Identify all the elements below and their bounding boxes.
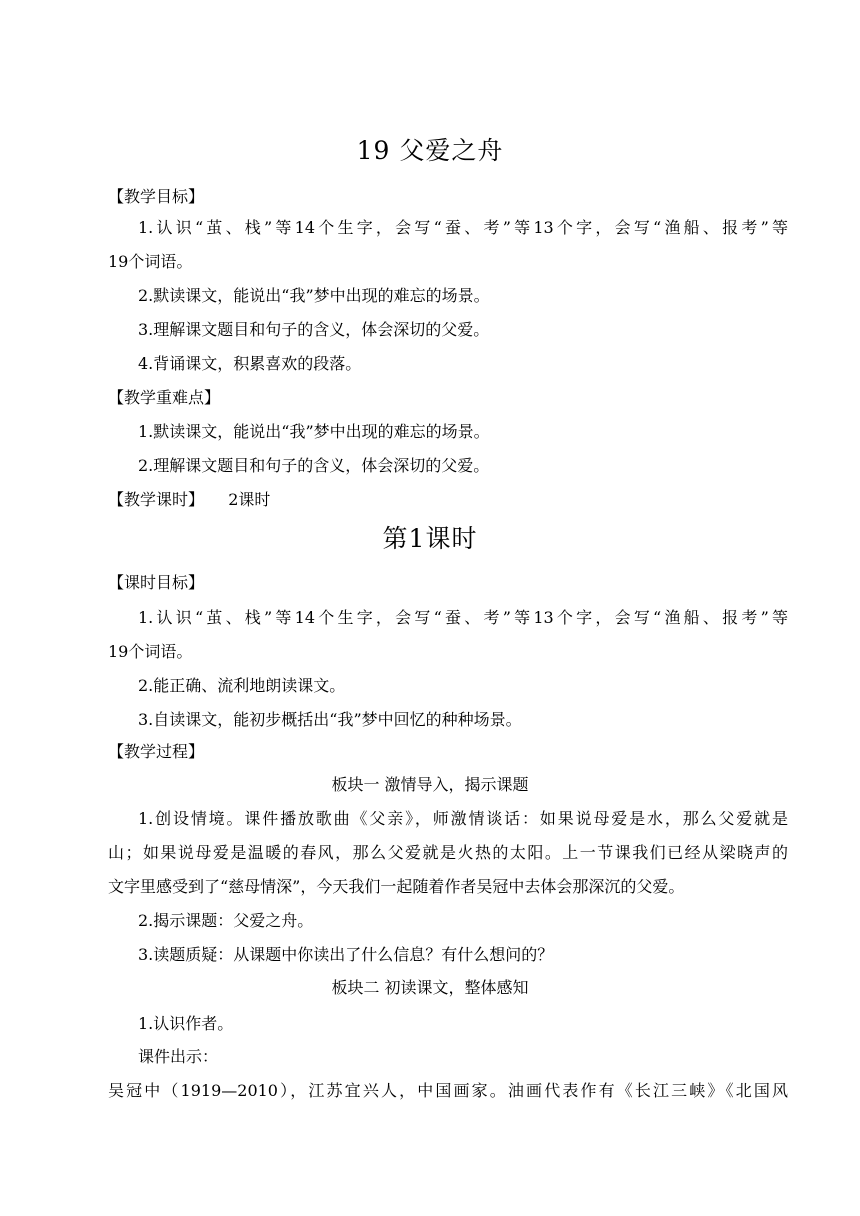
objective-3: 3.理解课文题目和句子的含义，体会深切的父爱。: [138, 320, 490, 339]
goal-3: 3.自读课文，能初步概括出“我”梦中回忆的种种场景。: [138, 710, 522, 729]
goal-1: 1.认识“茧、栈”等14个生字，会写“蚕、考”等13个字，会写“渔船、报考”等: [138, 608, 788, 627]
block2-para-2: 课件出示：: [138, 1047, 219, 1066]
block1-para-1: 1.创设情境。课件播放歌曲《父亲》，师激情谈话：如果说母爱是水，那么父爱就是: [138, 809, 788, 828]
block1-title: 板块一 激情导入，揭示课题: [331, 775, 529, 794]
process-heading: 【教学过程】: [108, 742, 205, 761]
hours-row: [108, 489, 788, 511]
objective-1: 1.认识“茧、栈”等14个生字，会写“蚕、考”等13个字，会写“渔船、报考”等: [138, 218, 788, 237]
objectives-heading: 【教学目标】: [108, 187, 205, 206]
key-point-2: 2.理解课文题目和句子的含义，体会深切的父爱。: [138, 456, 490, 475]
block1-para-1-line2: 山；如果说母爱是温暖的春风，那么父爱就是火热的太阳。上一节课我们已经从梁晓声的: [108, 843, 788, 862]
block1-para-3: 3.读题质疑：从课题中你读出了什么信息？有什么想问的？: [138, 945, 554, 964]
goals-heading: 【课时目标】: [108, 573, 205, 592]
lesson-title: 19 父爱之舟: [356, 136, 504, 165]
objective-2: 2.默读课文，能说出“我”梦中出现的难忘的场景。: [138, 286, 490, 305]
key-points-heading: 【教学重难点】: [108, 388, 221, 407]
objective-1-cont: 19个词语。: [108, 252, 193, 271]
key-point-1: 1.默读课文，能说出“我”梦中出现的难忘的场景。: [138, 422, 490, 441]
block1-para-1-line3: 文字里感受到了“慈母情深”，今天我们一起随着作者吴冠中去体会那深沉的父爱。: [108, 877, 685, 896]
block2-para-3: 吴冠中（1919—2010），江苏宜兴人，中国画家。油画代表作有《长江三峡》《北国风: [108, 1081, 788, 1100]
block2-title: 板块二 初读课文，整体感知: [331, 978, 529, 997]
goal-2: 2.能正确、流利地朗读课文。: [138, 676, 346, 695]
hours-value: 2课时: [228, 490, 271, 509]
goal-1-cont: 19个词语。: [108, 642, 193, 661]
lesson1-title: 第1课时: [382, 524, 478, 553]
block2-para-1: 1.认识作者。: [138, 1014, 234, 1033]
objective-4: 4.背诵课文，积累喜欢的段落。: [138, 354, 362, 373]
hours-heading: 【教学课时】: [108, 490, 205, 509]
block1-para-2: 2.揭示课题：父爱之舟。: [138, 911, 314, 930]
